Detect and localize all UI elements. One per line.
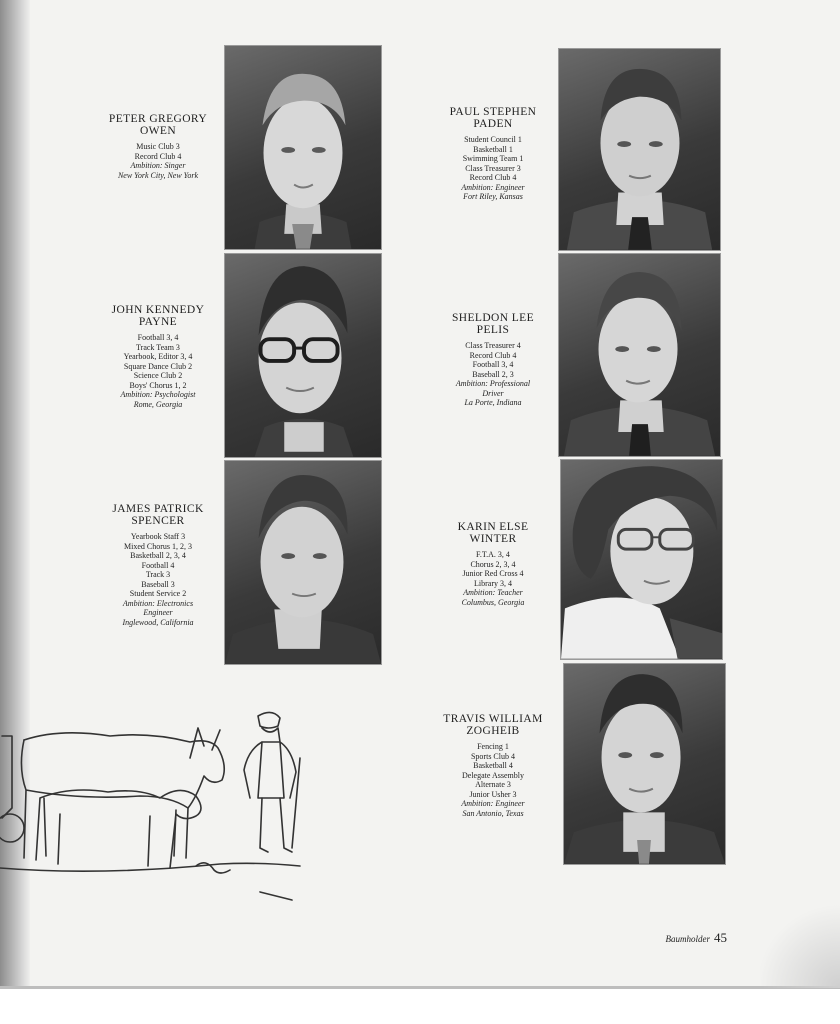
hometown-line: Rome, Georgia <box>133 399 183 409</box>
student-bio-zogheib <box>418 713 568 818</box>
ambition-line: Ambition: Electronics <box>122 598 194 608</box>
portrait-silhouette <box>559 254 720 456</box>
activity-line: Chorus 2, 3, 4 <box>470 559 516 569</box>
portrait-photo-zogheib <box>563 663 726 865</box>
activity-line: F.T.A. 3, 4 <box>476 550 510 559</box>
animal-ears <box>190 728 220 758</box>
activity-line: Music Club 3 <box>136 142 180 151</box>
activity-line: Baseball 2, 3 <box>472 369 514 379</box>
ambition-line: Ambition: Engineer <box>461 182 525 192</box>
activity-line: Football 3, 4 <box>472 360 514 369</box>
hometown-line: Driver <box>482 388 504 398</box>
student-name-line: PELIS <box>476 324 510 336</box>
student-name-line: PETER GREGORY <box>108 113 208 125</box>
student-bio-pelis <box>418 312 568 408</box>
activity-line: Football 4 <box>141 560 175 570</box>
student-bio-owen <box>83 113 233 180</box>
hometown-line: Engineer <box>143 608 173 617</box>
student-bio-spencer <box>83 503 233 627</box>
student-name-line: PAYNE <box>138 316 178 328</box>
activity-line: Class Treasurer 4 <box>465 341 521 350</box>
portrait-silhouette <box>225 46 381 249</box>
student-name <box>83 503 233 527</box>
ambition-line: Ambition: Psychologist <box>120 390 196 399</box>
hometown-line: Columbus, Georgia <box>461 597 525 607</box>
student-name <box>418 713 568 737</box>
hometown-line: Fort Riley, Kansas <box>463 192 523 201</box>
portrait-silhouette <box>225 254 381 457</box>
student-name-line: WINTER <box>469 533 517 545</box>
page-number: 45 <box>714 930 727 945</box>
farmer-legs <box>260 798 292 852</box>
portrait-photo-pelis <box>558 253 721 457</box>
ambition-line: Ambition: Engineer <box>461 799 525 808</box>
portrait-photo-owen <box>224 45 382 250</box>
student-name <box>83 304 233 328</box>
student-bio-winter <box>418 521 568 607</box>
activity-line: Track 3 <box>145 570 171 579</box>
portrait-silhouette <box>561 460 722 659</box>
activity-line: Science Club 2 <box>133 371 183 380</box>
activity-line: Record Club 4 <box>134 151 182 161</box>
student-name <box>83 113 233 137</box>
student-name-line: SPENCER <box>131 515 185 527</box>
student-bio-paden <box>418 106 568 202</box>
sketch-illustration <box>0 688 320 908</box>
portrait-photo-spencer <box>224 460 382 665</box>
activity-line: Student Service 2 <box>129 589 187 598</box>
student-name-line: ZOGHEIB <box>466 725 520 737</box>
student-name <box>418 312 568 336</box>
student-name-line: PAUL STEPHEN <box>449 106 537 118</box>
page-bottom-edge <box>0 986 840 989</box>
activity-line: Library 3, 4 <box>474 578 512 588</box>
portrait-photo-payne <box>224 253 382 458</box>
publication-name: Baumholder <box>665 934 710 944</box>
activity-line: Boys' Chorus 1, 2 <box>129 380 187 390</box>
activity-line: Class Treasurer 3 <box>465 163 521 173</box>
student-name-line: JOHN KENNEDY <box>111 304 205 316</box>
activity-line: Baseball 3 <box>141 579 175 589</box>
activity-line: Basketball 4 <box>473 761 513 770</box>
activity-line: Student Council 1 <box>464 135 522 144</box>
ambition-line: Ambition: Professional <box>455 379 531 388</box>
activity-line: Yearbook Staff 3 <box>130 532 186 541</box>
hometown-line: New York City, New York <box>117 170 199 180</box>
farmer-hat <box>258 712 280 728</box>
cart-outline <box>2 736 12 818</box>
student-name <box>418 106 568 130</box>
hometown-line: La Porte, Indiana <box>464 398 522 407</box>
ambition-line: Ambition: Singer <box>130 161 186 170</box>
activity-line: Basketball 2, 3, 4 <box>130 551 186 560</box>
hometown-line: Inglewood, California <box>122 617 194 627</box>
student-bio-payne <box>83 304 233 409</box>
activity-line: Junior Red Cross 4 <box>462 569 524 578</box>
activity-line: Track Team 3 <box>136 342 180 352</box>
activity-line: Fencing 1 <box>477 742 509 751</box>
activity-line: Basketball 1 <box>473 144 513 154</box>
farmer-body <box>244 728 296 798</box>
portrait-photo-paden <box>558 48 721 251</box>
ambition-line: Ambition: Teacher <box>463 588 523 597</box>
activity-line: Delegate Assembly <box>462 770 524 780</box>
activity-line: Square Dance Club 2 <box>123 361 193 371</box>
activity-line: Record Club 4 <box>469 350 517 360</box>
activity-line: Record Club 4 <box>469 173 517 182</box>
student-name-line: OWEN <box>139 125 177 137</box>
activity-line: Sports Club 4 <box>470 751 515 761</box>
student-name <box>418 521 568 545</box>
student-name-line: PADEN <box>473 118 513 130</box>
student-name-line: KARIN ELSE <box>457 521 529 533</box>
portrait-silhouette <box>564 664 725 864</box>
activity-line: Mixed Chorus 1, 2, 3 <box>124 541 192 551</box>
student-name-line: TRAVIS WILLIAM <box>443 713 543 725</box>
ground-line <box>0 863 300 871</box>
activity-line: Yearbook, Editor 3, 4 <box>123 352 193 361</box>
student-name-line: SHELDON LEE <box>451 312 534 324</box>
portrait-silhouette <box>559 49 720 250</box>
horse-legs <box>21 740 188 858</box>
student-name-line: JAMES PATRICK <box>112 503 204 515</box>
page-corner-shadow <box>760 900 840 988</box>
activity-line: Swimming Team 1 <box>462 154 524 163</box>
activity-line: Junior Usher 3 <box>469 789 517 799</box>
activity-line: Football 3, 4 <box>137 333 179 342</box>
portrait-photo-winter <box>560 459 723 660</box>
hometown-line: San Antonio, Texas <box>462 808 524 818</box>
activity-line: Alternate 3 <box>475 780 511 789</box>
ground-stroke <box>260 892 292 900</box>
portrait-silhouette <box>225 461 381 664</box>
cart-wheel <box>0 814 24 842</box>
